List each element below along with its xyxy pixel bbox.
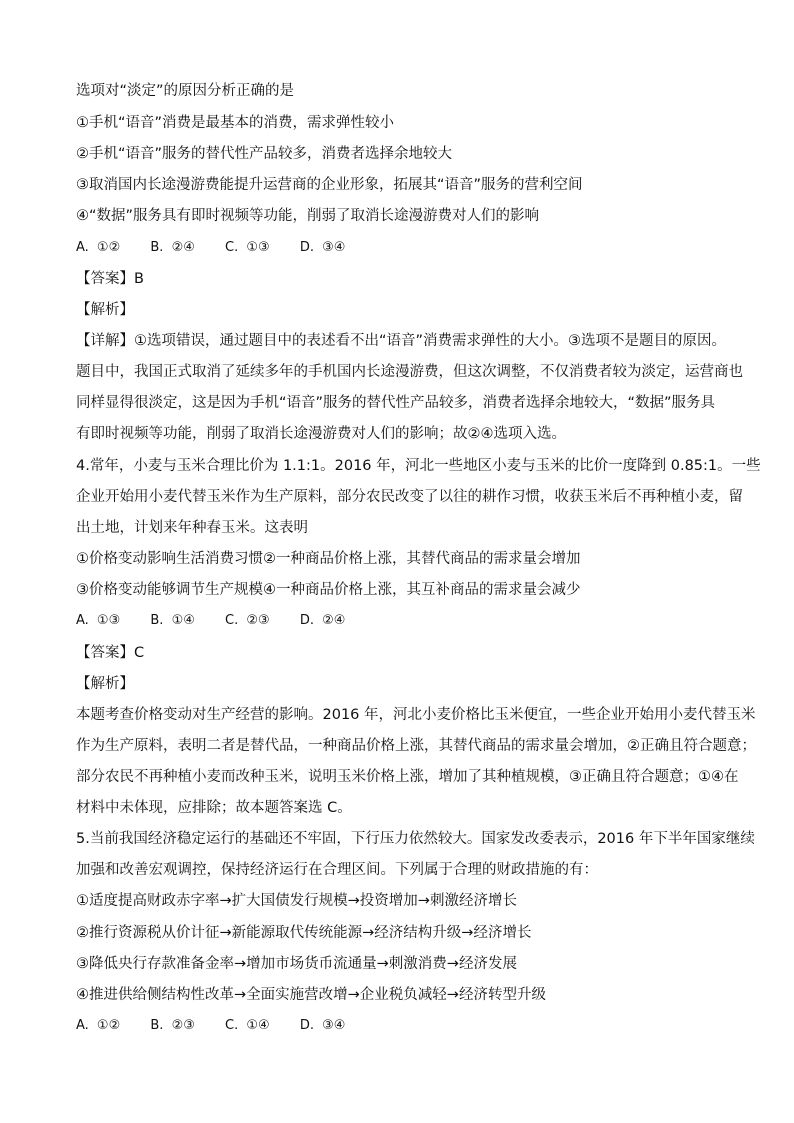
q5-option-d: D. ③④: [299, 1018, 346, 1033]
q4-analysis-label: 【解析】: [76, 676, 134, 692]
q3-analysis-label: 【解析】: [76, 302, 134, 318]
q3-analysis-line-1: 【详解】①选项错误，通过题目中的表述看不出“语音”消费需求弹性的大小。③选项不是题目的原因。: [76, 333, 727, 349]
q3-option-a: A. ①②: [76, 240, 121, 255]
q4-stem-line-3: 出土地，计划来年种春玉米。这表明: [76, 520, 308, 536]
q4-analysis-line-3: 部分农民不再种植小麦而改种玉米，说明玉米价格上涨，增加了其种植规模，③正确且符合题意；①④在: [76, 769, 739, 785]
q4-option-c: C. ②③: [225, 613, 270, 628]
q4-stem-line-1: 4.常年，小麦与玉米合理比价为 1.1:1。2016 年，河北一些地区小麦与玉米的比价一度降到 0.85:1。一些: [76, 458, 761, 474]
q3-option-b: B. ②④: [150, 240, 195, 255]
q5-option-a: A. ①②: [76, 1018, 121, 1033]
q4-analysis-line-4: 材料中未体现，应排除；故本题答案选 C。: [76, 800, 352, 816]
q5-stem-line-2: 加强和改善宏观调控，保持经济运行在合理区间。下列属于合理的财政措施的有：: [76, 862, 598, 878]
q5-option-c: C. ①④: [225, 1018, 270, 1033]
q5-options: [76, 1017, 367, 1035]
q3-option-c: C. ①③: [225, 240, 270, 255]
q5-option-b: B. ②③: [150, 1018, 195, 1033]
q3-analysis-line-4: 有即时视频等功能，削弱了取消长途漫游费对人们的影响；故②④选项入选。: [76, 426, 566, 442]
q3-analysis-line-3: 同样显得很淡定，这是因为手机“语音”服务的替代性产品较多，消费者选择余地较大，“数据”服务具: [76, 395, 716, 411]
q3-answer: 【答案】B: [76, 271, 144, 287]
q4-stem-line-2: 企业开始用小麦代替玉米作为生产原料，部分农民改变了以往的耕作习惯，收获玉米后不再种植小麦，留: [76, 489, 743, 505]
q4-analysis-line-1: 本题考查价格变动对生产经营的影响。2016 年，河北小麦价格比玉米便宜，一些企业开始用小麦代替玉米: [76, 707, 756, 723]
q4-options: [76, 612, 367, 630]
q3-options: [76, 239, 367, 257]
q3-analysis-line-2: 题目中，我国正式取消了延续多年的手机国内长途漫游费，但这次调整，不仅消费者较为淡定，运营商也: [76, 364, 743, 380]
q5-item-3: ③降低央行存款准备金率→增加市场货币流通量→刺激消费→经济发展: [76, 956, 517, 972]
q3-item-1: ①手机“语音”消费是最基本的消费，需求弹性较小: [76, 115, 395, 131]
q4-analysis-line-2: 作为生产原料，表明二者是替代品，一种商品价格上涨，其替代商品的需求量会增加，②正确且符合题意；: [76, 738, 756, 754]
q3-item-4: ④“数据”服务具有即时视频等功能，削弱了取消长途漫游费对人们的影响: [76, 208, 540, 224]
q5-item-1: ①适度提高财政赤字率→扩大国债发行规模→投资增加→刺激经济增长: [76, 893, 517, 909]
q4-item-1: ①价格变动影响生活消费习惯②一种商品价格上涨，其替代商品的需求量会增加: [76, 551, 581, 567]
q4-option-d: D. ②④: [299, 613, 346, 628]
q5-stem-line-1: 5.当前我国经济稳定运行的基础还不牢固，下行压力依然较大。国家发改委表示，2016 年下半年国家继续: [76, 831, 755, 847]
q4-item-2: ③价格变动能够调节生产规模④一种商品价格上涨，其互补商品的需求量会减少: [76, 582, 581, 598]
q3-stem: 选项对“淡定”的原因分析正确的是: [76, 83, 295, 99]
q3-item-3: ③取消国内长途漫游费能提升运营商的企业形象，拓展其“语音”服务的营利空间: [76, 177, 583, 193]
q5-item-2: ②推行资源税从价计征→新能源取代传统能源→经济结构升级→经济增长: [76, 925, 532, 941]
q3-option-d: D. ③④: [299, 240, 346, 255]
q3-item-2: ②手机“语音”服务的替代性产品较多，消费者选择余地较大: [76, 146, 453, 162]
q5-item-4: ④推进供给侧结构性改革→全面实施营改增→企业税负减轻→经济转型升级: [76, 987, 546, 1003]
q4-answer: 【答案】C: [76, 645, 145, 661]
q4-option-a: A. ①③: [76, 613, 121, 628]
q4-option-b: B. ①④: [150, 613, 195, 628]
